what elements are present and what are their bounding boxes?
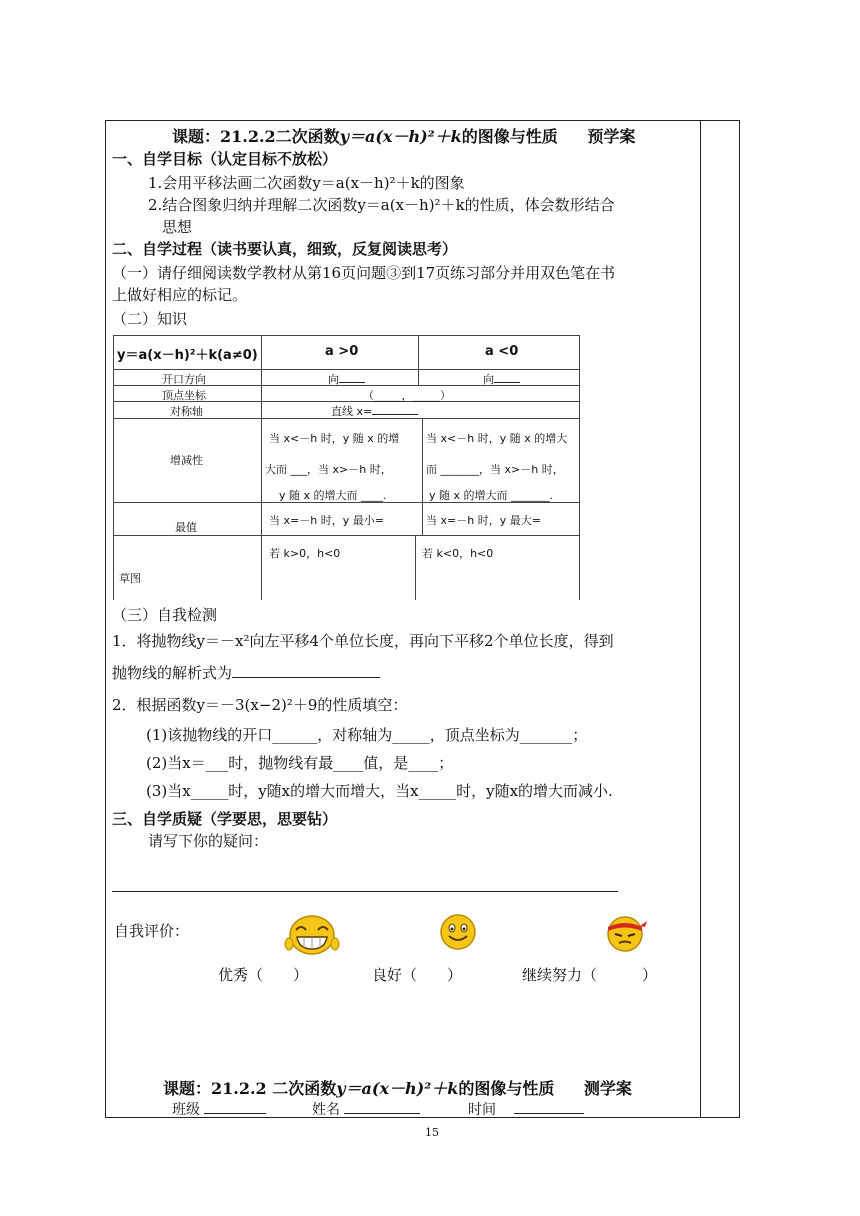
self-eval-label: 自我评价：: [114, 922, 190, 940]
mono-negative-line2: 而 _______，当 x>－h 时，: [426, 463, 564, 476]
rating-keep-trying[interactable]: 继续努力（ ）: [522, 966, 658, 984]
section-process-heading: 二、自学过程（读书要认真，细致，反复阅读思考）: [112, 240, 458, 258]
extreme-positive: 当 x=－h 时，y 最小=: [269, 514, 384, 527]
row-label-sketch: 草图: [119, 572, 141, 585]
rating-good[interactable]: 良好（ ）: [372, 966, 463, 984]
sketch-negative: 若 k<0，h<0: [422, 547, 494, 560]
margin-column-divider: [700, 120, 701, 1118]
mono-positive-line1: 当 x<－h 时，y 随 x 的增: [269, 432, 400, 445]
goal-item-2: 2.结合图象归纳并理解二次函数y＝a(x－h)²＋k的性质，体会数形结合: [148, 196, 615, 214]
mono-positive-line3: y 随 x 的增大而 ____.: [279, 489, 387, 502]
mono-negative-line1: 当 x<－h 时，y 随 x 的增大: [426, 432, 568, 445]
open-direction-positive: 向: [328, 371, 365, 387]
question-1-line1: 1．将抛物线y＝－x²向左平移4个单位长度，再向下平移2个单位长度，得到: [112, 632, 614, 650]
name-field[interactable]: 姓名: [312, 1099, 420, 1119]
vertex-value: （_____，_____）: [363, 389, 451, 402]
open-direction-negative: 向: [483, 371, 520, 387]
class-field[interactable]: 班级: [172, 1099, 266, 1119]
page-number: 15: [425, 1126, 439, 1139]
knowledge-heading: （二）知识: [112, 310, 188, 328]
section-goals-heading: 一、自学目标（认定目标不放松）: [112, 150, 338, 168]
extreme-negative: 当 x=－h 时，y 最大=: [426, 514, 541, 527]
question-2-part-3: (3)当x_____时，y随x的增大而增大，当x_____时，y随x的增大而减小.: [146, 782, 613, 800]
mono-negative-line3: y 随 x 的增大而 _______.: [429, 489, 554, 502]
self-test-heading: （三）自我检测: [112, 606, 218, 624]
row-label-monotonicity: 增减性: [170, 454, 203, 467]
row-label-extreme: 最值: [175, 521, 197, 534]
row-label-axis: 对称轴: [170, 405, 203, 418]
questions-answer-line[interactable]: [112, 891, 618, 892]
table-header-formula: y＝a(x－h)²＋k(a≠0): [117, 348, 258, 363]
question-2-part-2: (2)当x＝___时，抛物线有最____值，是____；: [146, 754, 454, 772]
questions-prompt: 请写下你的疑问：: [148, 832, 269, 850]
mono-positive-line2: 大而 ___，当 x>－h 时，: [265, 463, 392, 476]
table-header-a-positive: a >0: [325, 344, 359, 359]
reading-instruction-line2: 上做好相应的标记。: [112, 286, 248, 304]
row-label-vertex: 顶点坐标: [162, 389, 206, 402]
smiling-face-icon: [438, 912, 478, 952]
lesson-title-preview: 课题：21.2.2二次函数y＝a(x－h)²＋k的图像与性质 预学案: [172, 127, 636, 146]
axis-value: 直线 x=: [331, 403, 418, 419]
question-1-line2: 抛物线的解析式为: [112, 662, 380, 683]
question-2-part-1: (1)该抛物线的开口______，对称轴为_____，顶点坐标为_______；: [146, 726, 588, 744]
table-header-a-negative: a <0: [485, 344, 519, 359]
laughing-face-icon: [284, 908, 340, 958]
section-questions-heading: 三、自学质疑（学要思，思要钻）: [112, 810, 338, 828]
knowledge-table: [113, 335, 580, 600]
goal-item-2-cont: 思想: [162, 218, 193, 236]
question-2: 2．根据函数y＝－3(x−2)²＋9的性质填空：: [112, 696, 408, 714]
time-field[interactable]: 时间: [468, 1099, 584, 1119]
sketch-positive: 若 k>0，h<0: [269, 547, 341, 560]
goal-item-1: 1.会用平移法画二次函数y＝a(x－h)²＋k的图象: [148, 174, 465, 192]
rating-excellent[interactable]: 优秀（ ）: [218, 966, 309, 984]
lesson-title-test: 课题：21.2.2 二次函数y＝a(x－h)²＋k的图像与性质 测学案: [163, 1079, 632, 1098]
row-label-open-direction: 开口方向: [162, 373, 206, 386]
determined-face-icon: [604, 910, 648, 954]
reading-instruction-line1: （一）请仔细阅读数学教材从第16页问题③到17页练习部分并用双色笔在书: [112, 264, 616, 282]
